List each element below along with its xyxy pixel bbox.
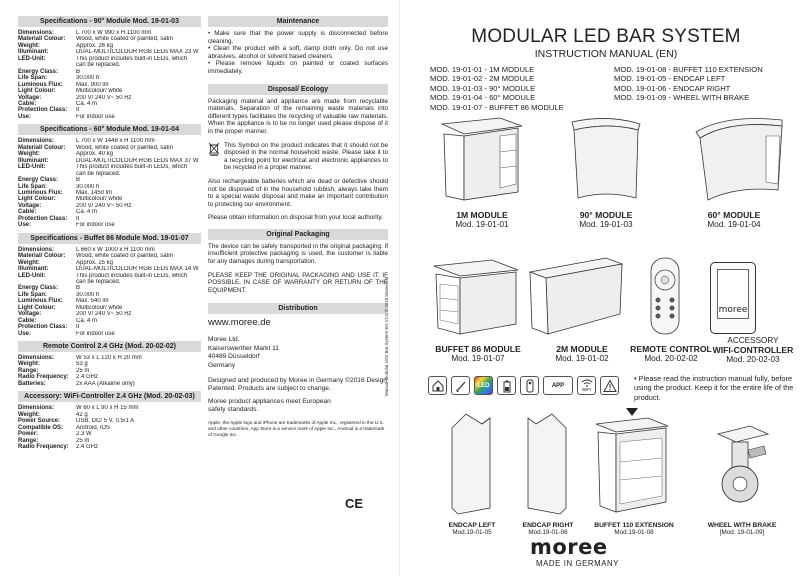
wifi-label: WIFI — [581, 387, 592, 392]
address-line: Moree Ltd. — [208, 336, 240, 344]
accessory-endcap-left — [432, 522, 512, 536]
spec-value: Android, iOS — [76, 424, 111, 431]
remote-icon — [520, 376, 539, 395]
spec-label: Energy Class: — [18, 285, 59, 292]
spec-value: Approx. 40 kg — [76, 151, 114, 158]
spec-value: II — [76, 107, 80, 114]
website-url[interactable]: www.moree.de — [208, 317, 271, 329]
spec-value: Multicolour/ white — [76, 88, 123, 95]
spec-label: Dimensions: — [18, 355, 55, 362]
maintenance-line-1: • Make sure that the power supply is disconnected before cleaning. — [208, 30, 388, 45]
product-name: 1M MODULE — [456, 210, 508, 220]
module-list-item: MOD. 19-01-06 - ENDCAP RIGHT — [614, 83, 731, 93]
spec-value: For indoor use — [76, 330, 115, 337]
company-address — [208, 336, 388, 370]
cleaning-icon — [451, 376, 470, 395]
spec-label: Protection Class: — [18, 215, 68, 222]
module-list-item: MOD. 19-01-04 - 60° MODULE — [430, 93, 536, 103]
product-1m-module — [422, 210, 542, 229]
spec-value: W 60 x L 90 x H 15 mm — [76, 405, 139, 412]
spec-buffet-header: Specifications - Buffet 86 Module Mod. 19-01-07 — [18, 233, 201, 244]
accessory-name: WHEEL WITH BRAKE — [707, 522, 777, 529]
product-name: REMOTE CONTROL — [630, 344, 712, 354]
spec-value: Wood, white coated or painted, satin — [76, 36, 173, 43]
spec-value: 30.000 h — [76, 183, 100, 190]
spec-value: Ca. 4 m — [76, 317, 98, 324]
product-mod: Mod. 19-01-07 — [451, 354, 505, 363]
spec-label: Voltage: — [18, 94, 42, 101]
spec-value: This product includes built-in LEDs, which — [76, 55, 188, 62]
spec-value: B — [76, 177, 81, 184]
spec-value: DUAL-MULTICOLOUR RGB LEDs MAX 37 W — [76, 157, 199, 164]
spec-label: Energy Class: — [18, 177, 59, 184]
spec-label: Life Span: — [18, 291, 48, 298]
spec-wifi-header: Accessory: WiFi-Controller 2.4 GHz (Mod. 20-02-03) — [18, 391, 201, 402]
product-wifi-controller — [708, 336, 798, 364]
1m-module-illustration — [430, 114, 536, 206]
weee-notice — [208, 142, 388, 172]
spec-label: Compatible OS: — [18, 424, 64, 431]
spec-value: can be replaced. — [76, 278, 121, 285]
buffet-86-illustration — [428, 254, 524, 340]
spec-value: Approx. 25 kg — [76, 259, 114, 266]
spec-label: Luminous Flux: — [18, 189, 63, 196]
address-line: Germany — [208, 361, 236, 369]
spec-label: Dimensions: — [18, 246, 55, 253]
product-mod: Mod. 20-02-03 — [726, 355, 780, 364]
app-label: APP — [551, 382, 565, 389]
info-column — [208, 16, 388, 438]
spec-value: USB, DC/ 5 V, 0.5/1 A — [76, 418, 135, 425]
spec-label: Light Colour: — [18, 196, 56, 203]
disposal-paragraph-2: This Symbol on the product indicates that it should not be disposed in the normal household waste. Please take it to a recycling point for electrical and electronic appliances to be recycled in a proper manner. — [224, 141, 388, 172]
spec-value: Max. 1450 lm — [76, 189, 113, 196]
module-list-item: MOD. 19-01-09 - WHEEL WITH BRAKE — [614, 93, 750, 103]
60-degree-module-illustration — [686, 114, 792, 206]
product-mod: Mod. 19-01-04 — [707, 220, 761, 229]
spec-value: 200 V/ 240 V~ 50 Hz — [76, 202, 132, 209]
module-list-item: MOD. 19-01-07 - BUFFET 86 MODULE — [430, 102, 564, 112]
spec-label: Energy Class: — [18, 68, 59, 75]
spec-value: Multicolour/ white — [76, 196, 123, 203]
spec-label: Voltage: — [18, 311, 42, 318]
spec-value: II — [76, 324, 80, 331]
read-manual-note: • Please read the instruction manual fully, before using the product. Keep it for the entire life of the product. — [634, 374, 794, 402]
spec-value: 25 m — [76, 367, 90, 374]
spec-label: Dimensions: — [18, 405, 55, 412]
spec-label: Illuminant: — [18, 49, 49, 56]
spec-label: Luminous Flux: — [18, 298, 63, 305]
module-list-item: MOD. 19-01-01 - 1M MODULE — [430, 65, 535, 74]
address-line: 40489 Düsseldorf — [208, 353, 260, 361]
spec-label: Weight: — [18, 259, 40, 266]
maintenance-line-2: • Clean the product with a soft, damp cloth only. Do not use abrasives, alcohol or solvent based cleaners. — [208, 45, 388, 60]
spec-label: LED-Unit: — [18, 272, 46, 279]
cover-panel — [418, 16, 794, 568]
spec-label: Life Span: — [18, 75, 48, 82]
endcap-right-illustration — [522, 408, 572, 518]
made-in-germany: MADE IN GERMANY — [536, 559, 620, 568]
spec-label: Range: — [18, 437, 39, 444]
product-remote-control — [626, 344, 716, 363]
trademark-note: Apple, the Apple logo and iPhone are trademarks of Apple Inc., registered in the U.S. and other countries. App Store is a service mark of Apple Inc., Android is a trademark of Google Inc. — [208, 419, 385, 437]
manual-subtitle: INSTRUCTION MANUAL (EN) — [534, 48, 678, 60]
warning-manual-icon — [600, 376, 619, 395]
spec-label: Luminous Flux: — [18, 81, 63, 88]
spec-label: Voltage: — [18, 202, 42, 209]
wheel-with-brake-illustration — [710, 420, 774, 510]
spec-label: Use: — [18, 330, 32, 337]
maintenance-header: Maintenance — [208, 16, 388, 27]
spec90-table — [18, 30, 201, 120]
crossed-bin-icon — [208, 142, 220, 156]
spec-label: Dimensions: — [18, 30, 55, 36]
battery-icon — [497, 376, 516, 395]
accessory-buffet-110 — [584, 522, 684, 536]
spec-value: This product includes built-in LEDs, which — [76, 272, 188, 279]
device-logo: moree — [717, 269, 749, 319]
spec-label: LED-Unit: — [18, 164, 46, 171]
maintenance-line-3: • Please remove liquids on painted or coated surfaces immediately. — [208, 60, 388, 75]
spec-label: Batteries: — [18, 380, 46, 387]
spec-value: W 53 x L 120 x H 20 mm — [76, 355, 142, 362]
app-icon — [543, 376, 573, 395]
distribution-header: Distribution — [208, 303, 388, 314]
spec-label: LED-Unit: — [18, 55, 46, 62]
spec-value: For indoor use — [76, 113, 115, 120]
disposal-header: Disposal/ Ecology — [208, 84, 388, 95]
spec-label: Cable: — [18, 317, 37, 324]
ce-mark: CE — [345, 496, 364, 511]
wifi-icon — [577, 376, 596, 395]
spec-value: 25 m — [76, 437, 90, 444]
spec-label: Use: — [18, 113, 32, 120]
spec-value: DUAL-MULTICOLOUR RGB LEDs MAX 23 W — [76, 49, 199, 56]
spec-label: Use: — [18, 222, 32, 229]
spec-label: Light Colour: — [18, 304, 56, 311]
spec-label: Light Colour: — [18, 88, 56, 95]
spec-value: 53 g — [76, 361, 88, 368]
spec-label: Radio Frequency: — [18, 374, 69, 381]
spec-value: can be replaced. — [76, 170, 121, 177]
spec-value: Wood, white coated or painted, satin — [76, 144, 173, 151]
indoor-use-icon — [428, 376, 447, 395]
spec90-header: Specifications - 90° Module Mod. 19-01-03 — [18, 16, 201, 27]
spec-value: Wood, white coated or painted, satin — [76, 253, 173, 260]
product-name: 60° MODULE — [707, 210, 761, 220]
product-name: 90° MODULE — [579, 210, 633, 220]
spec-buffet-table — [18, 247, 201, 337]
spine-text: Manual Modular LED Bar System EN V1.0 © 2016 Moree Ltd. — [384, 275, 389, 396]
specifications-column — [18, 16, 201, 454]
spec-label: Power: — [18, 431, 39, 438]
spec-value: DUAL-MULTICOLOUR RGB LEDs MAX 14 W — [76, 266, 199, 273]
spec-value: Max. 540 lm — [76, 298, 109, 305]
product-mod: Mod. 19-01-03 — [579, 220, 633, 229]
spec-value: Approx. 26 kg — [76, 42, 114, 49]
product-name: WIFI-CONTROLLER — [712, 345, 794, 355]
spec-label: Power Source: — [18, 418, 61, 425]
packaging-header: Original Packaging — [208, 229, 388, 240]
accessory-mod: Mod.19-01-08 — [614, 529, 654, 536]
disposal-paragraph-4: Please obtain information on disposal from your local authority. — [208, 214, 383, 222]
spec-label: Weight: — [18, 361, 40, 368]
spec-label: Illuminant: — [18, 266, 49, 273]
spec-value: L 700 x W 990 x H 1100 mm — [76, 30, 152, 36]
product-mod: Mod. 19-01-02 — [555, 354, 609, 363]
product-90-module — [546, 210, 666, 229]
spec-value: B — [76, 68, 81, 75]
accessory-mod: Mod.19-01-06 — [528, 529, 568, 536]
spec-value: Ca. 4 m — [76, 100, 98, 107]
spec-label: Material/ Colour: — [18, 253, 66, 260]
spec-label: Weight: — [18, 151, 40, 158]
spec-label: Range: — [18, 367, 39, 374]
spec-wifi-table — [18, 405, 201, 450]
spec-value: Max. 900 lm — [76, 81, 109, 88]
spec-label: Radio Frequency: — [18, 444, 69, 451]
product-name: BUFFET 86 MODULE — [435, 344, 521, 354]
spec-label: Cable: — [18, 100, 37, 107]
address-line: Kaiserswerther Markt 11 — [208, 344, 279, 352]
wifi-controller-illustration — [710, 262, 756, 334]
spec-value: Ca. 4 m — [76, 209, 98, 216]
buffet-110-extension-illustration — [590, 406, 674, 518]
disposal-paragraph-3: Also rechargeable batteries which are dead or defective should not be disposed of in the household rubbish; always take them to a special waste disposal and make an important contribution to protecting our environment. — [208, 177, 388, 208]
product-60-module — [674, 210, 794, 229]
spec-label: Cable: — [18, 209, 37, 216]
spec-value: 2.4 GHz — [76, 374, 99, 381]
spec-label: Dimensions: — [18, 138, 55, 145]
module-list — [430, 65, 794, 112]
module-list-item: MOD. 19-01-08 - BUFFET 110 EXTENSION — [614, 65, 763, 74]
spec-label: Protection Class: — [18, 324, 68, 331]
spec-value: 2x AAA (Alkaline only) — [76, 380, 135, 387]
accessory-endcap-right — [508, 522, 588, 536]
spec-label: Weight: — [18, 411, 40, 418]
accessory-name: ENDCAP LEFT — [448, 522, 496, 529]
spec60-header: Specifications - 60° Module Mod. 19-01-04 — [18, 124, 201, 135]
spec-value: 2.3 W — [76, 431, 92, 438]
spec-value: 42 g — [76, 411, 88, 418]
spec-value: 200 V/ 240 V~ 50 Hz — [76, 311, 132, 318]
spec-label: Weight: — [18, 42, 40, 49]
packaging-paragraph-1: The device can be safely transported in the original packaging. If insufficient protective packaging is used, the customer is liable for any damages during transportation. — [208, 242, 388, 266]
fold-divider — [399, 0, 400, 576]
design-note: Designed and produced by Moree in Germany ©2016 Design Patented. Products are subject to change. — [208, 377, 387, 393]
manual-title: MODULAR LED BAR SYSTEM — [471, 26, 741, 47]
led-label: LED — [477, 382, 490, 389]
spec-value: II — [76, 215, 80, 222]
product-name: 2M MODULE — [556, 344, 608, 354]
spec-remote-table — [18, 355, 201, 387]
module-list-item: MOD. 19-01-03 - 90° MODULE — [430, 83, 536, 93]
2m-module-illustration — [526, 252, 626, 340]
spec-label: Material/ Colour: — [18, 36, 66, 43]
spec-value: can be replaced. — [76, 62, 121, 69]
product-mod: Mod. 20-02-02 — [644, 354, 698, 363]
spec-value: 2.4 GHz — [76, 444, 99, 451]
product-buffet-86 — [418, 344, 538, 363]
spec-value: 200 V/ 240 V~ 50 Hz — [76, 94, 132, 101]
spec-value: For indoor use — [76, 222, 115, 229]
brand-logo: moree — [530, 535, 608, 559]
accessory-mod: Mod.19-01-05 — [452, 529, 492, 536]
product-mod: Mod. 19-01-01 — [455, 220, 509, 229]
spec-value: This product includes built-in LEDs, which — [76, 164, 188, 171]
spec-label: Life Span: — [18, 183, 48, 190]
module-list-item: MOD. 19-01-02 - 2M MODULE — [430, 74, 535, 84]
spec-value: L 700 x W 1448 x H 1100 mm — [76, 138, 155, 145]
eu-standards-note: Moree product appliances meet European safety standards. — [208, 397, 331, 414]
disposal-paragraph-1: Packaging material and appliance are made from recyclable materials. Separation of the remaining waste materials into different types facilitates the recycling of valuable raw materials. When the appliance is to be no longer used please dispose of it in the proper manner. — [208, 97, 388, 135]
product-2m-module — [530, 344, 634, 363]
packaging-paragraph-2: PLEASE KEEP THE ORIGINAL PACKAGING AND USE IT, IF POSSIBLE, IN CASE OF WARRANTY OR RETURN OF THE EQUIPMENT. — [208, 271, 388, 294]
endcap-left-illustration — [446, 408, 496, 518]
product-category: ACCESSORY — [727, 336, 779, 345]
90-degree-module-illustration — [558, 114, 654, 206]
spec60-table — [18, 138, 201, 228]
accessory-wheel — [692, 522, 792, 536]
feature-icons — [428, 376, 619, 395]
spec-value: Multicolour/ white — [76, 304, 123, 311]
accessory-name: ENDCAP RIGHT — [522, 522, 574, 529]
spec-remote-header: Remote Control 2.4 GHz (Mod. 20-02-02) — [18, 341, 201, 352]
spec-value: L 660 x W 1000 x H 1100 mm — [76, 246, 155, 253]
spec-label: Protection Class: — [18, 107, 68, 114]
remote-control-illustration — [648, 256, 682, 336]
accessory-mod: [Mod. 19-01-09] — [719, 529, 765, 536]
accessory-name: BUFFET 110 EXTENSION — [594, 522, 674, 529]
led-multicolor-icon — [474, 376, 493, 395]
module-list-item: MOD. 19-01-05 - ENDCAP LEFT — [614, 74, 726, 84]
spec-label: Material/ Colour: — [18, 144, 66, 151]
spec-label: Illuminant: — [18, 157, 49, 164]
spec-value: B — [76, 285, 81, 292]
spec-value: 30.000 h — [76, 75, 100, 82]
spec-value: 30.000 h — [76, 291, 100, 298]
